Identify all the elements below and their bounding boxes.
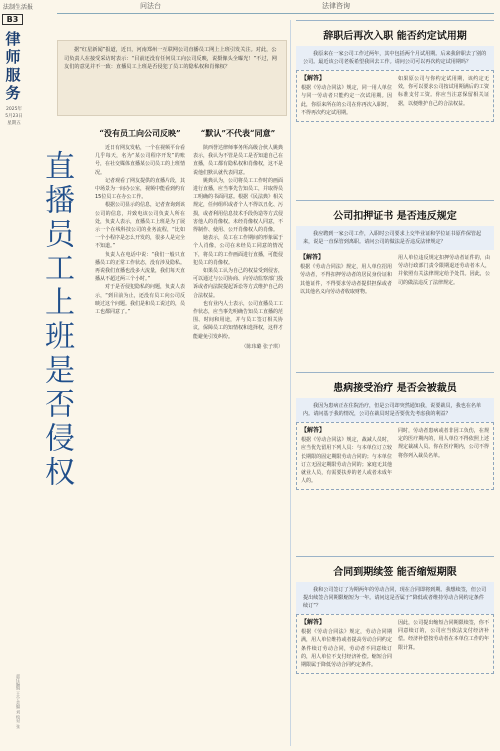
answer-paragraph: 用人单位违反规定扣押劳动者证件的，由劳动行政部门责令限期退还劳动者本人，并依照有关法律规定给予处罚。因此，公司的做法违反了法律规定。 — [398, 255, 490, 286]
answer-paragraph: 根据《劳动合同法》规定，用人单位招用劳动者，不得扣押劳动者的居民身份证和其他证件，不得要求劳动者提供担保或者以其他名义向劳动者收取财物。 — [300, 264, 392, 295]
answer-paragraph: 同时，劳动者患病或者非因工负伤，在规定的医疗期内的，用人单位不得依照上述规定裁减人员。你在医疗期内，公司不得将你列入裁员名单。 — [398, 428, 489, 459]
section-answer — [296, 250, 494, 300]
article-paragraph: 根据公司显示的信息，记者查询到该公司的信息，并致电该公司负责人所在处，负责人表示，直播员工上班是为了展示一个在线科技公司的业务流程，“比如一个小程序是怎么开发的，很多人是完全不知道。” — [95, 202, 186, 250]
answer-tag: 【解答】 — [301, 427, 326, 434]
page-header — [0, 0, 500, 14]
column-divider — [290, 20, 291, 746]
section-title: 辞职后再次入职 能否约定试用期 — [296, 20, 494, 46]
main-headline — [30, 150, 86, 590]
issue-date — [3, 106, 25, 127]
qa-section-probation — [296, 20, 494, 198]
article-paragraph: 她表示，员工在工作期间的形象属于个人肖像，公司在未经员工同意的情况下，将员工的工作画面进行直播，可能侵犯员工的肖像权。 — [193, 235, 284, 266]
answer-paragraph: 根据《劳动合同法》规定，劳动合同期满，用人单位维持或者提高劳动合同约定条件续订劳动合同，劳动者不同意续订的，用人单位不支付经济补偿。缩短合同期限属于降低劳动合同约定条件。 — [301, 629, 392, 669]
article-column-a — [95, 124, 185, 316]
section-question: 我和公司签订了为期两年的劳动合同，现在合同即将到期。我想续签，但公司提出续签合同期限缩短为一年。请问这是否属于“降低或者维持劳动合同约定条件续订”？ — [296, 582, 494, 614]
section-question: 我原来在一家公司工作过两年，其中包括两个月试用期。后来我辞职去了别的公司。最近该公司老板希望我回去工作。请问公司可以再次约定试用期吗？ — [296, 46, 494, 70]
section-answer — [296, 422, 494, 490]
article-column-b — [193, 124, 283, 350]
article-paragraph: 近日有网友发帖，一个在视频平台看几乎每天，名为“某公司程序开发”的账号，在社交媒体直播某公司员工的上班情况。 — [95, 145, 186, 176]
section-label-right: 法律咨询 — [322, 2, 350, 10]
answer-tag: 【解答】 — [301, 619, 326, 626]
article-paragraph: 也有业内人士表示，公司直播员工工作状态，应当事先明确告知员工直播的范围、时间和用途，并与员工签订相关协议，保障员工的知情权和选择权，这样才能避免引发纠纷。 — [193, 300, 284, 340]
answer-paragraph: 因此，公司提出缩短合同期限续签，你不同意续订的，公司应当依法支付经济补偿。经济补偿按劳动者在本单位工作的年限计算。 — [398, 620, 489, 651]
headline-text: 直播员工上班是否侵权 — [39, 150, 74, 490]
answer-tag: 【解答】 — [300, 254, 325, 261]
article-paragraph: 负责人在电话中说：“我们一般只直播员工的正常工作状态，没有涉及隐私。再说我们直播也没多大流量，我们每天直播从不超过两三个小时。” — [95, 251, 186, 283]
article-paragraph: 陕西誉达律师事务所高级合伙人姚典表示，我认为不管是员工是否知道自己在直播，员工都有隐私权和肖像权，这不是说他们默认就代表同意。 — [193, 145, 284, 176]
qa-section-certificate — [296, 200, 494, 370]
section-label-left: 问法台 — [140, 2, 161, 10]
section-question: 我应聘到一家公司工作，入职时公司要求上交毕业证和学位证书原件保管起来，说是一直保管到离职。请问公司的做法是否违反法律规定？ — [296, 226, 494, 250]
article-paragraph: 如果员工认为自己的权益受到侵害，可以通过与公司协商、向劳动监察部门投诉或者向法院提起诉讼等方式维护自己的合法权益。 — [193, 268, 284, 299]
main-article — [95, 124, 285, 746]
article-paragraph: 对于是否侵犯隐私的问题，负责人表示，“到目前为止，还没有员工向公司反映过这个问题。我们是和员工说过的，员工也都同意了。” — [95, 284, 186, 316]
section-title: 患病接受治疗 是否会被裁员 — [296, 372, 494, 398]
paper-name: 法制生活报 — [3, 4, 34, 11]
article-paragraph: 姚典认为，公司将员工工作时的画面进行直播，应当事先告知员工，并取得员工明确的书面同意。根据《民法典》相关规定，任何组织或者个人不得以丑化、污损，或者利用信息技术手段伪造等方式侵害他人的肖像权。未经肖像权人同意，不得制作、使用、公开肖像权人的肖像。 — [193, 177, 284, 234]
page-number: B3 — [2, 14, 23, 25]
header-rule — [57, 13, 494, 14]
section-title: 合同到期续签 能否缩短期限 — [296, 556, 494, 582]
masthead — [0, 14, 26, 751]
answer-paragraph: 根据《劳动合同法》规定，同一用人单位与同一劳动者只能约定一次试用期。因此，你原来所在的公司在你再次入职时，不得再次约定试用期。 — [301, 85, 392, 116]
article-paragraph: 记者观看了网友提供的直播片段，其中场景为一间办公室，视频中能看到约有15位员工在办公工作。 — [95, 177, 186, 201]
answer-paragraph: 如果原公司与你约定试用期，该约定无效，你可以要求公司按试用期满后的工资标准支付工资。你应当注意保留相关证据，以便维护自己的合法权益。 — [398, 76, 489, 107]
editor-credits: 责任编辑 王小 美编 刘 校对 张 — [16, 674, 21, 729]
section-title: 公司扣押证书 是否违反规定 — [296, 200, 494, 226]
intro-box — [57, 40, 287, 116]
answer-tag: 【解答】 — [301, 75, 326, 82]
section-answer — [296, 70, 494, 122]
subheading: “默认”不代表“同意” — [200, 128, 276, 138]
intro-text: 据“红星新闻”报道，近日，河南郑州一互联网公司直播员工网上上班引发关注。对此，公司负责人在接受采访时表示：“目前还没有任何员工向公司反映，说摄像头全曝光！”不过，网友们的意见并不一致：直播员工上班是否侵犯了员工的隐私权和肖像权？ — [64, 47, 277, 71]
subheading: “没有员工向公司反映” — [99, 128, 181, 138]
date-line: 5月23日 — [5, 114, 23, 119]
section-question: 我因为患病正在住院治疗，但是公司却突然通知我，说要裁员，我也在名单内。请问基于我的情况，公司在裁员时是否要优先考虑我的利益？ — [296, 398, 494, 422]
answer-paragraph: 根据《劳动合同法》规定，裁减人员时，应当优先留用下列人员：与本单位订立较长期限的固定期限劳动合同的；与本单位订立无固定期限劳动合同的；家庭无其他就业人员，有需要扶养的老人或者未成年人的。 — [301, 437, 392, 485]
qa-section-renewal — [296, 556, 494, 746]
byline: （陈玮璐 张子琪） — [241, 343, 283, 350]
qa-section-layoff — [296, 372, 494, 554]
date-line: 2025年 — [6, 107, 22, 112]
section-answer — [296, 614, 494, 674]
column-name: 律师服务 — [5, 30, 21, 102]
date-line: 星期五 — [7, 121, 21, 126]
